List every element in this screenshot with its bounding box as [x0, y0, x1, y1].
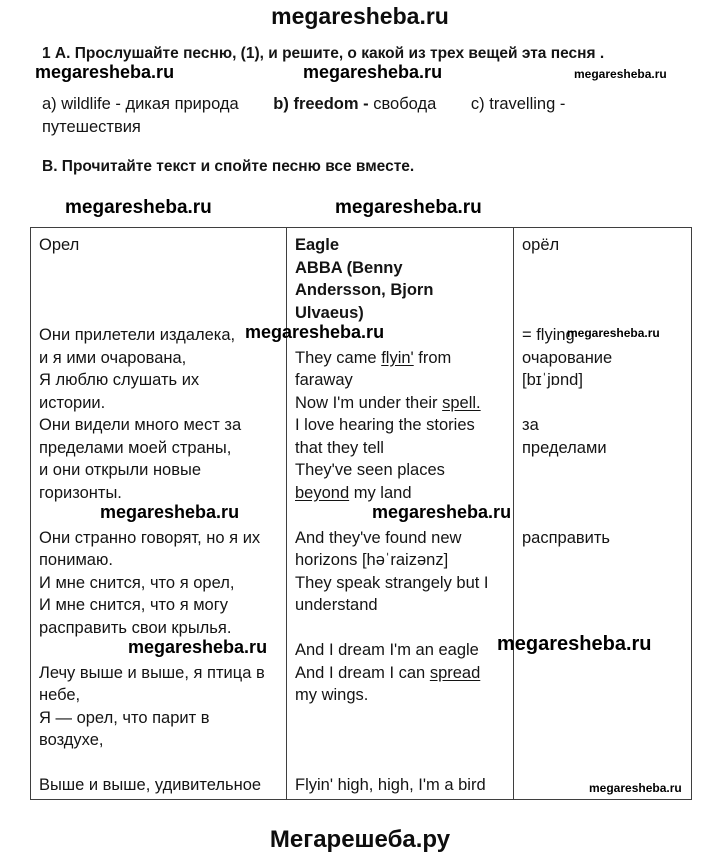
table-line — [522, 257, 685, 280]
watermark: megaresheba.ru — [65, 197, 212, 218]
table-line — [39, 752, 282, 775]
table-line — [522, 302, 685, 325]
table-line: пределами — [522, 438, 607, 457]
table-line — [295, 617, 509, 640]
table-line — [522, 504, 685, 527]
watermark: megaresheba.ru — [303, 62, 443, 82]
option-a — [42, 95, 239, 113]
table-line: Они прилетели издалека, — [39, 326, 236, 344]
table-line: и они открыли новые — [39, 461, 202, 479]
watermark: megaresheba.ru — [567, 326, 660, 340]
table-line: understand — [295, 596, 378, 614]
watermark: megaresheba.ru — [35, 62, 175, 82]
table-line — [295, 752, 509, 775]
table-line: истории. — [39, 393, 106, 412]
table-line: beyond my land — [295, 483, 412, 502]
table-line: Лечу выше и выше, я птица в — [39, 663, 265, 682]
table-line: horizons [həˈraizənz] — [295, 551, 449, 569]
table-line: They've seen places — [295, 461, 445, 479]
table-line: Я люблю слушать их — [39, 371, 200, 389]
table-line — [39, 302, 282, 325]
watermark: megaresheba.ru — [497, 633, 652, 655]
table-line: my wings. — [295, 686, 369, 704]
table-line: и я ими очарована, — [39, 348, 187, 367]
table-line: Выше и выше, удивительное — [39, 776, 262, 794]
option-c-label: c) travelling - — [470, 95, 566, 113]
table-line: that they tell — [295, 438, 384, 457]
answer-options — [42, 93, 662, 139]
table-line: Орел — [39, 236, 80, 254]
watermark: megaresheba.ru — [100, 502, 240, 522]
option-a-translation: дикая природа — [120, 95, 239, 113]
table-line: And I dream I can spread — [295, 663, 481, 682]
table-line: [bɪˈjɒnd] — [522, 371, 583, 389]
task-a-text: 1 А. Прослушайте песню, (1), и решите, о какой из трех вещей эта песня . — [42, 45, 605, 62]
table-line — [522, 392, 685, 415]
option-b-translation: свобода — [368, 95, 437, 113]
task-b-text: В. Прочитайте текст и спойте песню все вместе. — [42, 158, 415, 175]
watermark: megaresheba.ru — [335, 197, 482, 218]
table-line: faraway — [295, 371, 353, 389]
option-b — [273, 95, 436, 113]
option-a-label: a) wildlife - — [42, 95, 121, 113]
table-line: расправить — [522, 528, 611, 547]
table-line: Andersson, Bjorn — [295, 281, 434, 299]
table-line: Flyin' high, high, I'm a bird — [295, 776, 486, 794]
table-line: горизонты. — [39, 483, 122, 502]
table-line: расправить свои крылья. — [39, 618, 232, 637]
table-line: пределами моей страны, — [39, 438, 232, 457]
table-line: орёл — [522, 236, 560, 254]
table-line — [522, 482, 685, 505]
watermark: megaresheba.ru — [128, 637, 268, 657]
table-line: понимаю. — [39, 551, 113, 569]
table-line: И мне снится, что я орел, — [39, 573, 235, 592]
table-line: Ulvaeus) — [295, 303, 364, 322]
option-b-label: b) freedom - — [273, 95, 369, 113]
site-footer-brand: Мегарешеба.ру — [269, 826, 451, 853]
table-line — [39, 257, 282, 280]
watermark: megaresheba.ru — [589, 781, 682, 795]
watermark: megaresheba.ru — [574, 67, 667, 81]
table-line: Eagle — [295, 236, 340, 254]
table-line: And I dream I'm an eagle — [295, 641, 479, 659]
table-line: небе, — [39, 686, 81, 704]
table-line: И мне снится, что я могу — [39, 596, 229, 614]
column-vocabulary-notes — [513, 228, 689, 799]
table-line — [39, 279, 282, 302]
site-header-brand: megaresheba.ru — [271, 3, 449, 29]
table-line: And they've found new — [295, 528, 462, 547]
option-c-translation: путешествия — [42, 118, 141, 136]
table-line: очарование — [522, 348, 613, 367]
table-line — [295, 707, 509, 730]
table-line: воздухе, — [39, 731, 104, 749]
table-line: Now I'm under their spell. — [295, 393, 481, 412]
table-line: They came flyin' from — [295, 348, 452, 367]
watermark: megaresheba.ru — [372, 502, 512, 522]
table-line: Они странно говорят, но я их — [39, 528, 261, 547]
table-line: Они видели много мест за — [39, 416, 242, 434]
watermark: megaresheba.ru — [245, 322, 385, 342]
table-line — [522, 459, 685, 482]
table-line: I love hearing the stories — [295, 416, 475, 434]
table-line: Я — орел, что парит в — [39, 708, 210, 727]
table-line: ABBA (Benny — [295, 258, 403, 277]
table-line: за — [522, 416, 539, 434]
table-line — [295, 729, 509, 752]
table-line — [522, 279, 685, 302]
table-line: = flying — [522, 326, 575, 344]
table-line: They speak strangely but I — [295, 573, 489, 592]
